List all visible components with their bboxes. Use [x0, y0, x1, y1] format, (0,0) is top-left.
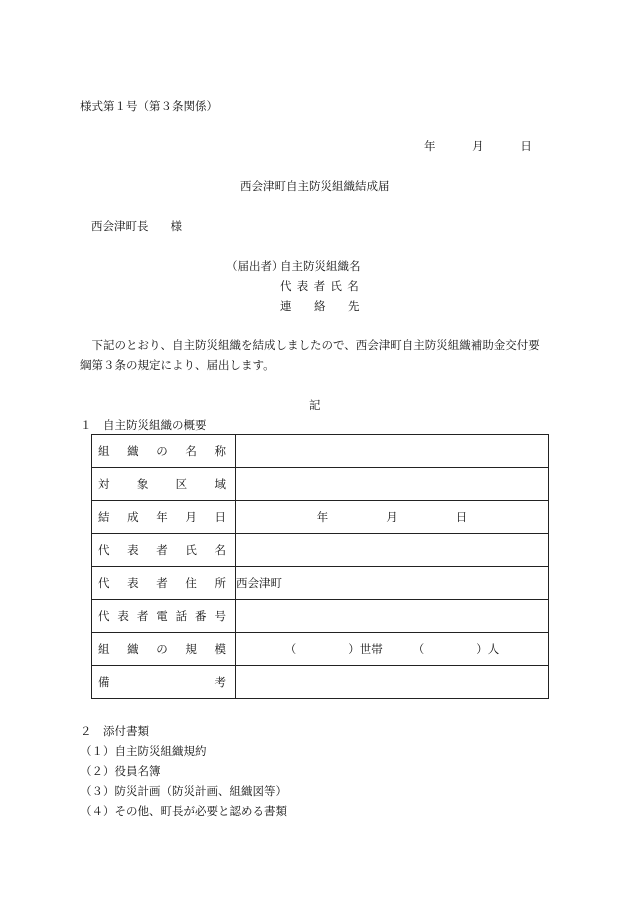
- table-row: [92, 666, 549, 699]
- org-name-value[interactable]: [236, 435, 549, 468]
- applicant-rep-name-label: 代表者氏名: [280, 279, 364, 293]
- attachment-item: （１）自主防災組織規約: [80, 744, 207, 758]
- addressee: [91, 218, 182, 234]
- row-label-founding-date: [92, 501, 236, 534]
- label-char: 称: [214, 444, 226, 458]
- label-char: 者: [156, 576, 168, 590]
- label-char: 模: [214, 642, 226, 656]
- row-label-rep-phone: [92, 600, 236, 633]
- addressee-honorific: 様: [170, 219, 182, 233]
- label-char: 日: [214, 510, 226, 524]
- table-row: [92, 468, 549, 501]
- attachment-item: （４）その他、町長が必要と認める書類: [80, 804, 287, 818]
- label-char: 者: [156, 543, 168, 557]
- founding-date-fields: [236, 509, 548, 525]
- label-char: 表: [127, 576, 139, 590]
- label-char: 組: [98, 444, 110, 458]
- households-open: （: [284, 642, 297, 656]
- jl-area: [98, 476, 226, 492]
- jl-remarks: [98, 674, 226, 690]
- label-char: 表: [127, 543, 139, 557]
- label-char: 代: [98, 543, 110, 557]
- overview-table: [91, 434, 549, 699]
- attachment-item: （３）防災計画（防災計画、組織図等）: [80, 784, 287, 798]
- applicant-prefix: （届出者）: [226, 259, 284, 273]
- row-label-rep-address: [92, 567, 236, 600]
- table-row: [92, 435, 549, 468]
- form-label: 様式第１号（第３条関係）: [80, 99, 218, 113]
- label-char: 名: [214, 543, 226, 557]
- date-year: 年: [424, 139, 436, 153]
- table-row: [92, 633, 549, 666]
- people-close: ）人: [476, 642, 500, 656]
- rep-name-value[interactable]: [236, 534, 549, 567]
- row-label-scale: [92, 633, 236, 666]
- founding-day: 日: [455, 510, 468, 524]
- rep-address-value[interactable]: 西会津町: [236, 567, 549, 600]
- applicant-contact-label: 連絡先: [280, 299, 382, 313]
- founding-date-value[interactable]: [236, 501, 549, 534]
- body-text-line1: 下記のとおり、自主防災組織を結成しましたので、西会津町自主防災組織補助金交付要: [80, 338, 540, 352]
- rep-phone-value[interactable]: [236, 600, 549, 633]
- area-value[interactable]: [236, 468, 549, 501]
- label-char: 規: [185, 642, 197, 656]
- households-close: ）世帯: [348, 642, 383, 656]
- label-char: 所: [214, 576, 226, 590]
- row-label-rep-name: [92, 534, 236, 567]
- row-label-org-name: [92, 435, 236, 468]
- jl-rep-address: [98, 575, 226, 591]
- scale-value[interactable]: [236, 633, 549, 666]
- label-char: 氏: [185, 543, 197, 557]
- body-text-line2: 綱第３条の規定により、届出します。: [80, 358, 275, 372]
- label-char: 電: [156, 609, 168, 623]
- label-char: の: [156, 444, 168, 458]
- label-char: 区: [175, 477, 188, 491]
- scale-fields: [236, 641, 548, 657]
- label-char: 織: [127, 444, 139, 458]
- jl-founding-date: [98, 509, 226, 525]
- label-char: 結: [98, 510, 110, 524]
- document-title: 西会津町自主防災組織結成届: [240, 179, 390, 193]
- date-month: 月: [472, 139, 484, 153]
- label-char: 名: [185, 444, 197, 458]
- founding-year: 年: [316, 510, 329, 524]
- label-char: 域: [214, 477, 226, 491]
- label-char: 住: [185, 576, 197, 590]
- label-char: 代: [98, 609, 110, 623]
- label-char: 話: [175, 609, 188, 623]
- addressee-name: 西会津町長: [91, 219, 149, 233]
- label-char: 組: [98, 642, 110, 656]
- label-char: の: [156, 642, 168, 656]
- label-char: 備: [98, 675, 110, 689]
- label-char: 考: [214, 675, 226, 689]
- label-char: 表: [117, 609, 129, 623]
- table-row: [92, 600, 549, 633]
- label-char: 号: [214, 609, 226, 623]
- label-char: 対: [98, 477, 110, 491]
- label-char: 象: [136, 477, 149, 491]
- label-char: 者: [136, 609, 149, 623]
- section1-title: １ 自主防災組織の概要: [80, 418, 207, 432]
- table-row: [92, 501, 549, 534]
- jl-rep-name: [98, 542, 226, 558]
- label-char: 月: [185, 510, 197, 524]
- label-char: 織: [127, 642, 139, 656]
- table-row: [92, 534, 549, 567]
- date-line: [424, 138, 532, 154]
- row-label-area: [92, 468, 236, 501]
- section2-title: ２ 添付書類: [80, 724, 149, 738]
- founding-month: 月: [386, 510, 398, 524]
- row-label-remarks: [92, 666, 236, 699]
- remarks-value[interactable]: [236, 666, 549, 699]
- attachment-item: （２）役員名簿: [80, 764, 161, 778]
- people-open: （: [412, 642, 425, 656]
- label-char: 代: [98, 576, 110, 590]
- label-char: 番: [195, 609, 207, 623]
- table-row: [92, 567, 549, 600]
- jl-org-name: [98, 443, 226, 459]
- jl-scale: [98, 641, 226, 657]
- label-char: 年: [156, 510, 168, 524]
- label-char: 成: [127, 510, 139, 524]
- applicant-org-name-label: 自主防災組織名: [280, 259, 361, 273]
- date-day: 日: [520, 139, 532, 153]
- jl-rep-phone: [98, 608, 226, 624]
- ki-label: 記: [309, 398, 321, 412]
